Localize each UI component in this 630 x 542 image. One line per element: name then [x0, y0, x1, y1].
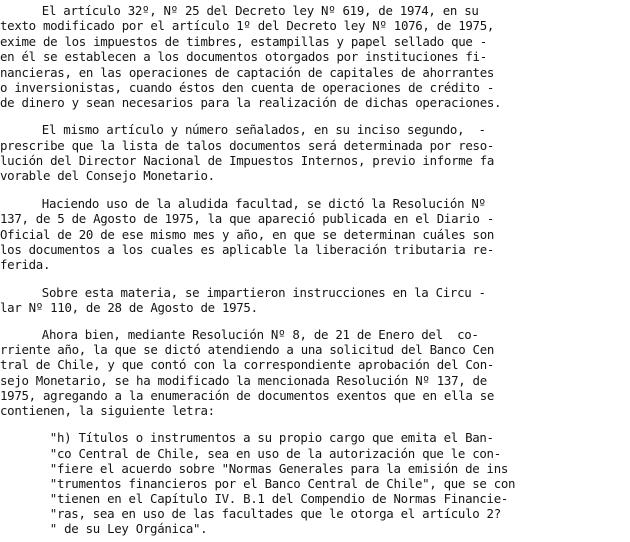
paragraph-4-line-1: Sobre esta materia, se impartieron instrucciones en la Circu -	[6, 285, 486, 300]
paragraph-1-line-7: de dinero y sean necesarios para la realización de dichas operaciones.	[0, 95, 502, 110]
paragraph-3-line-2: 137, de 5 de Agosto de 1975, la que apareció publicada en el Diario -	[0, 211, 495, 226]
paragraph-1-line-1: El artículo 32º, Nº 25 del Decreto ley Nº 619, de 1974, en su	[6, 3, 479, 18]
quote-line-7: " de su Ley Orgánica".	[14, 521, 208, 536]
paragraph-1-line-3: exime de los impuestos de timbres, estampillas y papel sellado que -	[0, 34, 487, 49]
paragraph-5-line-5: 1975, agregando a la enumeración de documentos exentos que en ella se	[0, 388, 495, 403]
paragraph-2-line-4: vorable del Consejo Monetario.	[0, 168, 215, 183]
quote-line-5: "tienen en el Capítulo IV. B.1 del Compendio de Normas Financie-	[14, 491, 509, 506]
paragraph-5-line-2: rriente año, la que se dictó atendiendo a una solicitud del Banco Cen	[0, 342, 495, 357]
paragraph-3-line-3: Oficial de 20 de ese mismo mes y año, en que se determinan cuáles son	[0, 227, 495, 242]
paragraph-3-line-5: ferida.	[0, 257, 51, 272]
paragraph-2-line-2: prescribe que la lista de talos documentos será determinada por reso-	[0, 138, 495, 153]
quote-line-2: "co Central de Chile, sea en uso de la autorización que le con-	[14, 446, 501, 461]
paragraph-5-line-3: tral de Chile, y que contó con la correspondiente aprobación del Con-	[0, 357, 495, 372]
quote-line-6: "ras, sea en uso de las facultades que le otorga el artículo 2?	[14, 506, 501, 521]
paragraph-5-line-1: Ahora bien, mediante Resolución Nº 8, de 21 de Enero del co-	[6, 327, 479, 342]
paragraph-3-line-1: Haciendo uso de la aludida facultad, se dictó la Resolución Nº	[6, 196, 486, 211]
paragraph-1-line-5: nancieras, en las operaciones de captación de capitales de ahorrantes	[0, 65, 495, 80]
paragraph-4-line-2: lar Nº 110, de 28 de Agosto de 1975.	[0, 300, 258, 315]
paragraph-1-line-2: texto modificado por el artículo 1º del Decreto ley Nº 1076, de 1975,	[0, 18, 495, 33]
paragraph-3-line-4: los documentos a los cuales es aplicable la liberación tributaria re-	[0, 242, 495, 257]
paragraph-2-line-3: lución del Director Nacional de Impuestos Internos, previo informe fa	[0, 153, 495, 168]
paragraph-5-line-4: sejo Monetario, se ha modificado la mencionada Resolución Nº 137, de	[0, 373, 487, 388]
paragraph-1-line-6: o inversionistas, cuando éstos den cuenta de operaciones de crédito -	[0, 80, 495, 95]
paragraph-1-line-4: en él se establecen a los documentos otorgados por instituciones fi-	[0, 49, 487, 64]
quote-line-3: "fiere el acuerdo sobre "Normas Generales para la emisión de ins	[14, 461, 509, 476]
quote-line-1: "h) Títulos o instrumentos a su propio cargo que emita el Ban-	[14, 430, 494, 445]
quote-line-4: "trumentos financieros por el Banco Central de Chile", que se con	[14, 476, 516, 491]
paragraph-5-line-6: contienen, la siguiente letra:	[0, 403, 215, 418]
paragraph-2-line-1: El mismo artículo y número señalados, en su inciso segundo, -	[6, 122, 486, 137]
